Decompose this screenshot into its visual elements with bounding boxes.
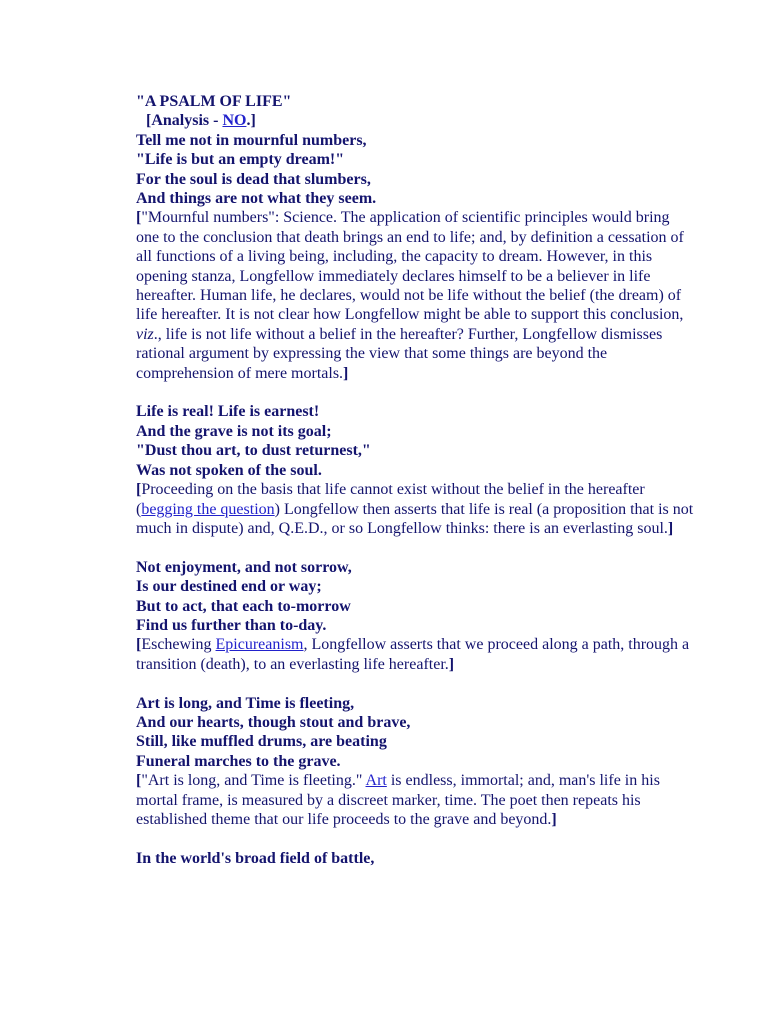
link-art[interactable]: Art [365, 772, 387, 790]
verse-line: Find us further than to-day. [136, 616, 327, 634]
verse-line: "Life is but an empty dream!" [136, 151, 345, 169]
verse-line: Tell me not in mournful numbers, [136, 131, 367, 149]
stanza-2 [136, 402, 696, 538]
verse-line-final: In the world's broad field of battle, [136, 849, 375, 867]
commentary-text: "Mournful numbers": Science. The application of scientific principles would bring one to the conclusion that death brings an end to life; and, by definition a cessation of all functions of a living being, including, the capacity to dream. However, in this opening stanza, Longfellow immediately declares himself to be a believer in life hereafter. Human life, he declares, would not be life without the belief (the dream) of life hereafter. It is not clear how Longfellow might be able to support this conclusion, [136, 209, 684, 324]
verse-line: And our hearts, though stout and brave, [136, 713, 411, 731]
verse-line: For the soul is dead that slumbers, [136, 170, 371, 188]
poem-title: "A PSALM OF LIFE" [136, 93, 292, 110]
verse-line: But to act, that each to-morrow [136, 597, 351, 615]
verse-line: And the grave is not its goal; [136, 422, 332, 440]
bracket-close: ] [448, 655, 455, 673]
link-begging-the-question[interactable]: begging the question [141, 500, 275, 518]
bracket-close: ] [667, 519, 674, 537]
commentary-text: "Art is long, and Time is fleeting." [141, 772, 366, 790]
document-page [136, 92, 696, 868]
analysis-prefix: [Analysis - [146, 112, 223, 130]
commentary-text: ., life is not life without a belief in the hereafter? Further, Longfellow dismisses rational argument by expressing the view that some things are beyond the comprehension of mere mortals. [136, 325, 663, 382]
stanza-commentary [136, 480, 696, 538]
commentary-italic: viz [136, 325, 154, 343]
verse-line: Funeral marches to the grave. [136, 752, 341, 770]
verse-line: Is our destined end or way; [136, 578, 322, 596]
commentary-text: , Longfellow asserts that we proceed along a path, through a transition (death), to an everlasting life hereafter. [136, 636, 690, 673]
link-epicureanism[interactable]: Epicureanism [215, 636, 304, 654]
stanza-3 [136, 558, 696, 674]
bracket-open: [ [136, 772, 142, 790]
analysis-link-no[interactable]: NO [222, 112, 247, 130]
verse-line: Was not spoken of the soul. [136, 461, 322, 479]
verse-line: And things are not what they seem. [136, 190, 377, 208]
commentary-text: Eschewing [141, 636, 216, 654]
analysis-note [136, 111, 696, 130]
verse-line: Still, like muffled drums, are beating [136, 733, 387, 751]
commentary-text: ) Longfellow then asserts that life is real (a proposition that is not much in dispute) and, Q.E.D., or so Longfellow thinks: there is an everlasting soul. [136, 500, 694, 537]
bracket-open: [ [136, 481, 142, 499]
commentary-text: Proceeding on the basis that life cannot exist without the belief in the hereafter ( [136, 481, 645, 518]
stanza-commentary [136, 208, 696, 383]
verse-line: Not enjoyment, and not sorrow, [136, 558, 352, 576]
stanza-1 [136, 131, 696, 383]
bracket-close: ] [551, 810, 557, 828]
bracket-close: ] [343, 364, 349, 382]
verse-line: Life is real! Life is earnest! [136, 403, 320, 421]
stanza-commentary [136, 635, 696, 674]
bracket-open: [ [136, 209, 142, 227]
verse-line: Art is long, and Time is fleeting, [136, 694, 355, 712]
stanza-4 [136, 694, 696, 830]
analysis-suffix: .] [246, 112, 256, 130]
commentary-text: is endless, immortal; and, man's life in his mortal frame, is measured by a discreet marker, time. The poet then repeats his established theme that our life proceeds to the grave and beyond. [136, 772, 660, 828]
stanza-commentary [136, 771, 696, 829]
bracket-open: [ [136, 636, 142, 654]
verse-line: "Dust thou art, to dust returnest," [136, 442, 371, 460]
